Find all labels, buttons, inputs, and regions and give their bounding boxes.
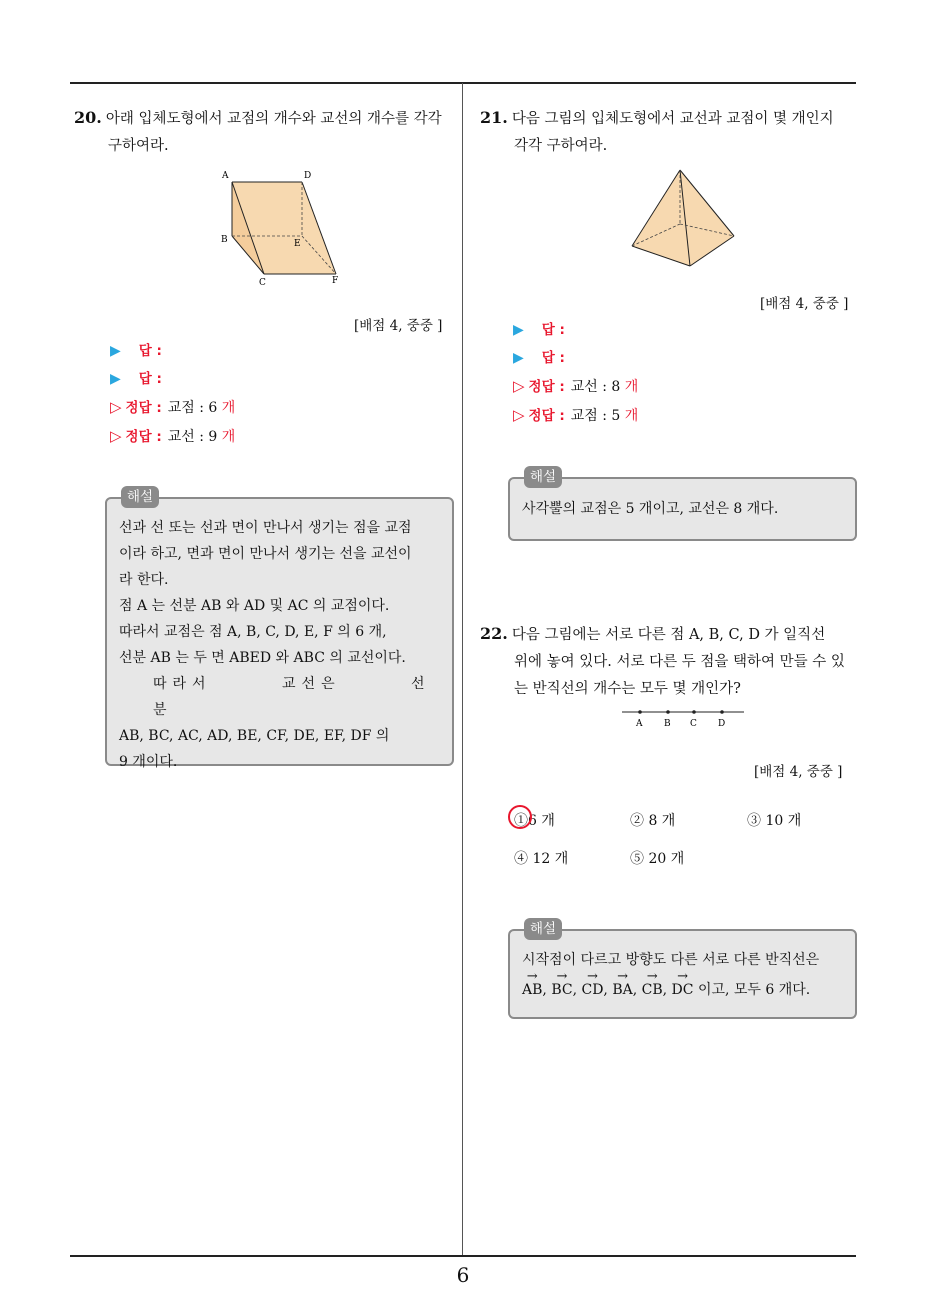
correct-label: 정답 : — [125, 400, 162, 416]
question-text-line2: 각각 구하여라. — [514, 138, 608, 154]
solution-line: AB, BC, AC, AD, BE, CF, DE, EF, DF 의 — [119, 728, 390, 744]
choice-4[interactable] — [514, 848, 568, 868]
line-figure — [620, 704, 746, 730]
page-number: 6 — [456, 1263, 470, 1287]
solution-tag: 해설 — [121, 486, 159, 508]
solution-body — [107, 499, 452, 785]
choice-mark: ① — [514, 813, 528, 829]
choice-mark: ④ — [514, 851, 528, 867]
answer-label: 답 : — [138, 343, 162, 359]
answer-unit: 개 — [624, 408, 639, 424]
choice-text: 6 개 — [528, 813, 555, 829]
triangle-outline-icon: ▷ — [110, 427, 122, 445]
answer-unit: 개 — [624, 379, 639, 395]
vector-DC: → DC — [672, 973, 694, 1003]
label-C: C — [259, 278, 266, 288]
choice-1[interactable] — [514, 810, 555, 830]
answer-value: 교점 : 6 — [167, 400, 218, 416]
answer-label: 답 : — [541, 350, 565, 366]
solution-line: 라 한다. — [119, 572, 169, 588]
solution-line: 따라서 교선은 선분 — [153, 676, 431, 718]
bottom-rule — [70, 1255, 856, 1257]
question-text-line2: 구하여라. — [108, 138, 169, 154]
label-F: F — [332, 276, 339, 286]
question-20-line1 — [74, 104, 459, 133]
question-text-line2: 위에 놓여 있다. 서로 다른 두 점을 택하여 만들 수 있 — [514, 654, 845, 670]
vector-AB: → AB — [522, 973, 542, 1003]
answer-value: 교점 : 5 — [570, 408, 621, 424]
solution-box-21 — [508, 469, 857, 541]
solution-body — [510, 931, 855, 1013]
point-A — [638, 710, 642, 714]
correct-answer — [513, 401, 638, 430]
solution-line: 따라서 교점은 점 A, B, C, D, E, F 의 6 개, — [119, 624, 387, 640]
vector-CD: → CD — [581, 973, 603, 1003]
label-A: A — [222, 171, 229, 181]
answer-input-line[interactable] — [110, 337, 235, 365]
solution-line: 선분 AB 는 두 면 ABED 와 ABC 의 교선이다. — [119, 650, 406, 666]
pyramid-figure — [628, 164, 738, 270]
question-text: 다음 그림에는 서로 다른 점 A, B, C, D 가 일직선 — [511, 627, 826, 643]
answer-label: 답 : — [138, 371, 162, 387]
triangle-icon: ▶ — [110, 371, 121, 387]
score-label: [배점 4, 중중 ] — [354, 318, 443, 334]
answers-21 — [513, 316, 638, 430]
correct-label: 정답 : — [125, 429, 162, 445]
triangle-icon: ▶ — [513, 322, 524, 338]
question-text-line3: 는 반직선의 개수는 모두 몇 개인가? — [514, 681, 741, 697]
answer-unit: 개 — [221, 429, 236, 445]
question-22-line1 — [480, 620, 860, 649]
label-D: D — [304, 171, 312, 181]
choice-text: 20 개 — [648, 851, 685, 867]
selected-circle-icon — [508, 805, 532, 829]
correct-answer — [110, 422, 235, 451]
label-E: E — [294, 239, 301, 249]
answers-20 — [110, 337, 235, 451]
question-number: 22. — [480, 624, 508, 643]
solution-tag: 해설 — [524, 466, 562, 488]
point-C — [692, 710, 696, 714]
solution-tail: 이고, 모두 6 개다. — [697, 982, 811, 998]
triangle-outline-icon: ▷ — [110, 398, 122, 416]
vector-CB: → CB — [642, 973, 663, 1003]
answer-input-line[interactable] — [513, 316, 638, 344]
question-21 — [480, 104, 860, 160]
choice-3[interactable] — [747, 810, 801, 830]
choice-mark: ③ — [747, 813, 761, 829]
solution-box-20 — [105, 489, 454, 770]
prism-figure — [214, 166, 354, 290]
triangle-outline-icon: ▷ — [513, 377, 525, 395]
solution-box-22 — [508, 921, 857, 1019]
choices-22 — [514, 810, 854, 870]
choice-text: 10 개 — [765, 813, 802, 829]
solution-line: 점 A 는 선분 AB 와 AD 및 AC 의 교점이다. — [119, 598, 390, 614]
question-21-line1 — [480, 104, 860, 133]
label-B: B — [221, 235, 228, 245]
solution-line: 시작점이 다르고 방향도 다른 서로 다른 반직선은 — [522, 952, 820, 968]
triangle-icon: ▶ — [110, 343, 121, 359]
answer-value: 교선 : 9 — [167, 429, 218, 445]
solution-body — [510, 479, 855, 532]
question-20 — [74, 104, 459, 160]
choice-mark: ② — [630, 813, 644, 829]
solution-line: 이라 하고, 면과 면이 만나서 생기는 선을 교선이 — [119, 546, 412, 562]
correct-answer — [110, 393, 235, 422]
correct-label: 정답 : — [528, 379, 565, 395]
choice-2[interactable] — [630, 810, 675, 830]
solution-line: 사각뿔의 교점은 5 개이고, 교선은 8 개다. — [522, 501, 779, 517]
question-number: 20. — [74, 108, 102, 127]
score-label: [배점 4, 중중 ] — [760, 296, 849, 312]
point-D — [720, 710, 724, 714]
solution-tag: 해설 — [524, 918, 562, 940]
choice-text: 8 개 — [648, 813, 676, 829]
answer-unit: 개 — [221, 400, 236, 416]
label-D: D — [718, 719, 726, 729]
choice-text: 12 개 — [532, 851, 569, 867]
score-label: [배점 4, 중중 ] — [754, 764, 843, 780]
question-number: 21. — [480, 108, 508, 127]
solution-line: 9 개이다. — [119, 754, 178, 770]
question-22 — [480, 620, 860, 703]
point-B — [666, 710, 670, 714]
triangle-icon: ▶ — [513, 350, 524, 366]
solution-line: 선과 선 또는 선과 면이 만나서 생기는 점을 교점 — [119, 520, 412, 536]
label-B: B — [664, 719, 671, 729]
label-A: A — [636, 719, 643, 729]
question-text: 다음 그림의 입체도형에서 교선과 교점이 몇 개인지 — [511, 111, 834, 127]
answer-input-line[interactable] — [513, 344, 638, 372]
correct-label: 정답 : — [528, 408, 565, 424]
answer-input-line[interactable] — [110, 365, 235, 393]
correct-answer — [513, 372, 638, 401]
choice-mark: ⑤ — [630, 851, 644, 867]
vector-BA: → BA — [612, 973, 632, 1003]
choice-5[interactable] — [630, 848, 684, 868]
vector-BC: → BC — [551, 973, 572, 1003]
top-rule — [70, 82, 856, 84]
triangle-outline-icon: ▷ — [513, 406, 525, 424]
question-text: 아래 입체도형에서 교점의 개수와 교선의 개수를 각각 — [105, 111, 442, 127]
column-divider — [462, 83, 463, 1255]
label-C: C — [690, 719, 697, 729]
answer-label: 답 : — [541, 322, 565, 338]
answer-value: 교선 : 8 — [570, 379, 621, 395]
solution-vectors-line: → AB, → BC, → CD, → BA, → CB, → DC 이고, 모두 6 개다. — [522, 973, 843, 1003]
